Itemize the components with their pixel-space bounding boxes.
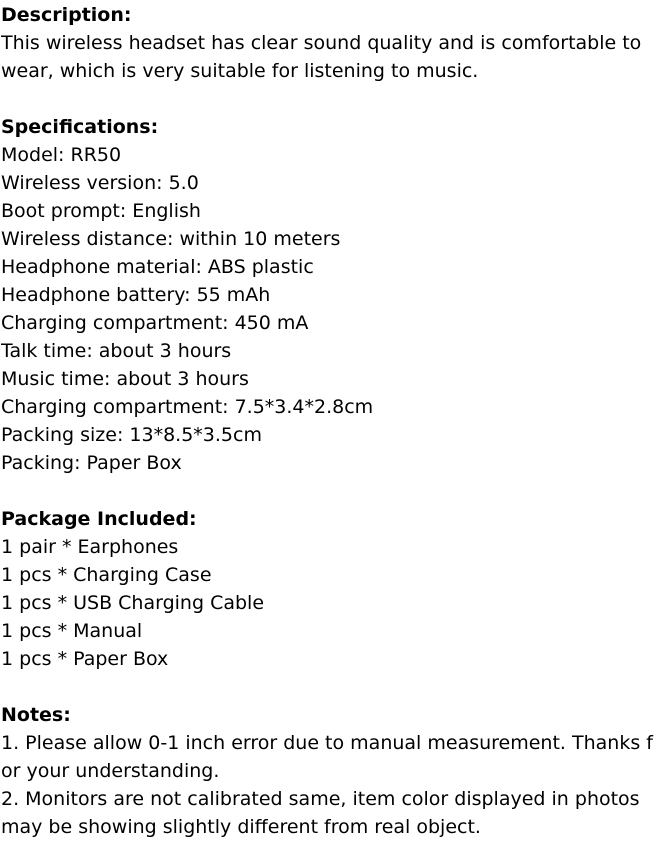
- notes-line: or your understanding.: [1, 760, 220, 782]
- product-details: [0, 1, 654, 841]
- package-item-manual: 1 pcs * Manual: [1, 620, 143, 642]
- specifications-heading: Specifications:: [1, 116, 159, 138]
- description-text-line: wear, which is very suitable for listening to music.: [1, 60, 479, 82]
- notes-line: 2. Monitors are not calibrated same, item color displayed in photos: [1, 788, 640, 810]
- specifications-section: [1, 113, 654, 477]
- package-section: [1, 505, 654, 673]
- description-text-line: This wireless headset has clear sound quality and is comfortable to: [1, 32, 642, 54]
- spec-item-boot-prompt: Boot prompt: English: [1, 200, 201, 222]
- spec-item-wireless-version: Wireless version: 5.0: [1, 172, 199, 194]
- package-item-charging-case: 1 pcs * Charging Case: [1, 564, 212, 586]
- notes-section: [1, 701, 654, 841]
- package-item-usb-cable: 1 pcs * USB Charging Cable: [1, 592, 265, 614]
- spec-item-talk-time: Talk time: about 3 hours: [1, 340, 232, 362]
- package-item-earphones: 1 pair * Earphones: [1, 536, 179, 558]
- notes-heading: Notes:: [1, 704, 71, 726]
- spec-item-music-time: Music time: about 3 hours: [1, 368, 249, 390]
- spec-item-model: Model: RR50: [1, 144, 122, 166]
- spec-item-wireless-distance: Wireless distance: within 10 meters: [1, 228, 341, 250]
- spec-item-charging-compartment: Charging compartment: 450 mA: [1, 312, 309, 334]
- spec-item-headphone-material: Headphone material: ABS plastic: [1, 256, 314, 278]
- package-heading: Package Included:: [1, 508, 197, 530]
- package-item-paper-box: 1 pcs * Paper Box: [1, 648, 169, 670]
- spec-item-packing-size: Packing size: 13*8.5*3.5cm: [1, 424, 262, 446]
- notes-line: 1. Please allow 0-1 inch error due to manual measurement. Thanks f: [1, 732, 653, 754]
- description-heading: Description:: [1, 4, 132, 26]
- spec-item-compartment-size: Charging compartment: 7.5*3.4*2.8cm: [1, 396, 374, 418]
- notes-line: may be showing slightly different from real object.: [1, 816, 481, 838]
- spec-item-packing: Packing: Paper Box: [1, 452, 182, 474]
- spec-item-headphone-battery: Headphone battery: 55 mAh: [1, 284, 271, 306]
- description-section: [1, 1, 654, 85]
